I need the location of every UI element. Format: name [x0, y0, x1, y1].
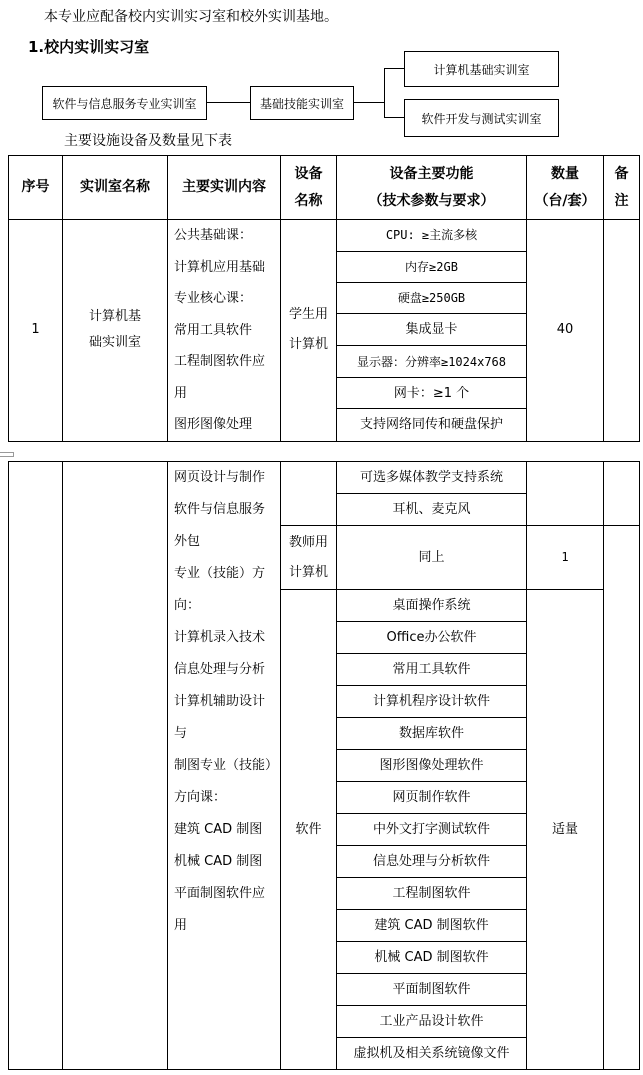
cell-teacher-quantity: 1: [527, 526, 604, 590]
software-item: Office办公软件: [337, 622, 527, 654]
diagram-leaf-box: 软件开发与测试实训室: [404, 99, 559, 137]
header-function: [337, 156, 527, 220]
software-item: 机械 CAD 制图软件: [337, 942, 527, 974]
cell-quantity-continued: [527, 462, 604, 526]
content-line: 与: [174, 726, 188, 741]
cell-note: [604, 220, 640, 442]
function-item: 网卡：≥1 个: [337, 378, 527, 409]
software-item: 桌面操作系统: [337, 590, 527, 622]
page-break: [0, 447, 643, 461]
header-quantity-line: 数量: [551, 165, 579, 182]
header-note: [604, 156, 640, 220]
diagram-connector: [354, 102, 384, 103]
software-item: 常用工具软件: [337, 654, 527, 686]
cell-device-line: 计算机: [288, 337, 328, 353]
software-item: 建筑 CAD 制图软件: [337, 910, 527, 942]
content-line: 工程制图软件应: [174, 354, 266, 369]
cell-seq: 1: [9, 220, 63, 442]
header-device: [281, 156, 337, 220]
cell-note-continued: [604, 462, 640, 526]
function-item: 内存≥2GB: [337, 252, 527, 283]
cell-room: [63, 220, 168, 442]
intro-text: 本专业应配备校内实训实习室和校外实训基地。: [44, 9, 338, 25]
content-line: 方向课：: [174, 790, 227, 805]
content-line: 用: [174, 385, 188, 401]
cell-note-software: [604, 526, 640, 1070]
software-item: 图形图像处理软件: [337, 750, 527, 782]
section-title: 1.校内实训实习室: [28, 38, 150, 56]
header-note-line: 备: [614, 165, 629, 182]
diagram-mid-box: 基础技能实训室: [250, 86, 354, 120]
cell-seq-continued: [9, 462, 63, 1070]
cell-room-line: 础实训室: [88, 335, 141, 351]
content-line: 计算机辅助设计: [174, 694, 266, 709]
software-item: 计算机程序设计软件: [337, 686, 527, 718]
software-item: 信息处理与分析软件: [337, 846, 527, 878]
cell-teacher-line: 教师用: [288, 534, 328, 550]
content-line: 计算机应用基础: [174, 259, 266, 275]
content-line: 专业（技能）方: [174, 566, 266, 581]
cell-device-line: 学生用: [288, 307, 328, 323]
diagram-connector: [207, 102, 250, 103]
software-item: 虚拟机及相关系统镜像文件: [337, 1038, 527, 1070]
equipment-table-part2: [8, 461, 640, 1070]
cell-teacher-device: [281, 526, 337, 590]
software-item: 中外文打字测试软件: [337, 814, 527, 846]
function-item: 耳机、麦克风: [337, 494, 527, 526]
diagram-connector: [384, 117, 404, 118]
cell-content-continued: [168, 462, 281, 1070]
header-function-line: 设备主要功能: [389, 165, 474, 182]
equipment-table-part1: [8, 155, 640, 442]
content-line: 建筑 CAD 制图: [174, 822, 263, 837]
content-line: 平面制图软件应: [174, 886, 266, 901]
content-line: 网页设计与制作: [174, 470, 266, 485]
cell-content: [168, 220, 281, 442]
content-line: 制图专业（技能）: [174, 758, 279, 773]
content-line: 专业核心课：: [174, 291, 253, 306]
diagram-leaf-box: 计算机基础实训室: [404, 51, 559, 87]
cell-software-quantity: 适量: [527, 590, 604, 1070]
content-line: 用: [174, 918, 188, 933]
content-line: 外包: [174, 534, 201, 549]
diagram-connector: [384, 68, 385, 118]
cell-device-continued: [281, 462, 337, 526]
table-caption: 主要设施设备及数量见下表: [64, 133, 232, 149]
header-device-line: 设备: [294, 165, 323, 182]
function-item: 硬盘≥250GB: [337, 283, 527, 314]
header-quantity: [527, 156, 604, 220]
content-line: 信息处理与分析: [174, 662, 266, 677]
header-function-line: （技术参数与要求）: [368, 192, 495, 209]
header-seq: 序号: [9, 156, 63, 220]
cell-device: [281, 220, 337, 442]
content-line: 图形图像处理: [174, 417, 253, 432]
content-line: 向：: [174, 598, 201, 613]
software-item: 工程制图软件: [337, 878, 527, 910]
function-item: 显示器：分辨率≥1024x768: [337, 346, 527, 378]
cell-room-continued: [63, 462, 168, 1070]
function-item: 可选多媒体教学支持系统: [337, 462, 527, 494]
cell-teacher-line: 计算机: [288, 564, 328, 580]
diagram-root-box: 软件与信息服务专业实训室: [42, 86, 207, 120]
software-item: 工业产品设计软件: [337, 1006, 527, 1038]
content-line: 常用工具软件: [174, 322, 253, 338]
header-note-line: 注: [614, 192, 629, 209]
cell-room-line: 计算机基: [88, 309, 141, 325]
function-item: CPU: ≥主流多核: [337, 220, 527, 252]
cell-quantity: 40: [527, 220, 604, 442]
header-device-line: 名称: [294, 192, 323, 209]
cell-software: 软件: [281, 590, 337, 1070]
content-line: 机械 CAD 制图: [174, 854, 263, 869]
cell-teacher-function: 同上: [337, 526, 527, 590]
software-item: 平面制图软件: [337, 974, 527, 1006]
diagram-connector: [384, 68, 404, 69]
header-quantity-line: （台/套）: [534, 192, 596, 209]
page-break-marker: [0, 452, 14, 457]
software-item: 数据库软件: [337, 718, 527, 750]
content-line: 公共基础课：: [174, 228, 253, 243]
content-line: 软件与信息服务: [174, 502, 266, 517]
header-room: 实训室名称: [63, 156, 168, 220]
function-item: 集成显卡: [337, 314, 527, 346]
software-item: 网页制作软件: [337, 782, 527, 814]
function-item: 支持网络同传和硬盘保护: [337, 409, 527, 441]
header-content: 主要实训内容: [168, 156, 281, 220]
content-line: 计算机录入技术: [174, 630, 266, 645]
